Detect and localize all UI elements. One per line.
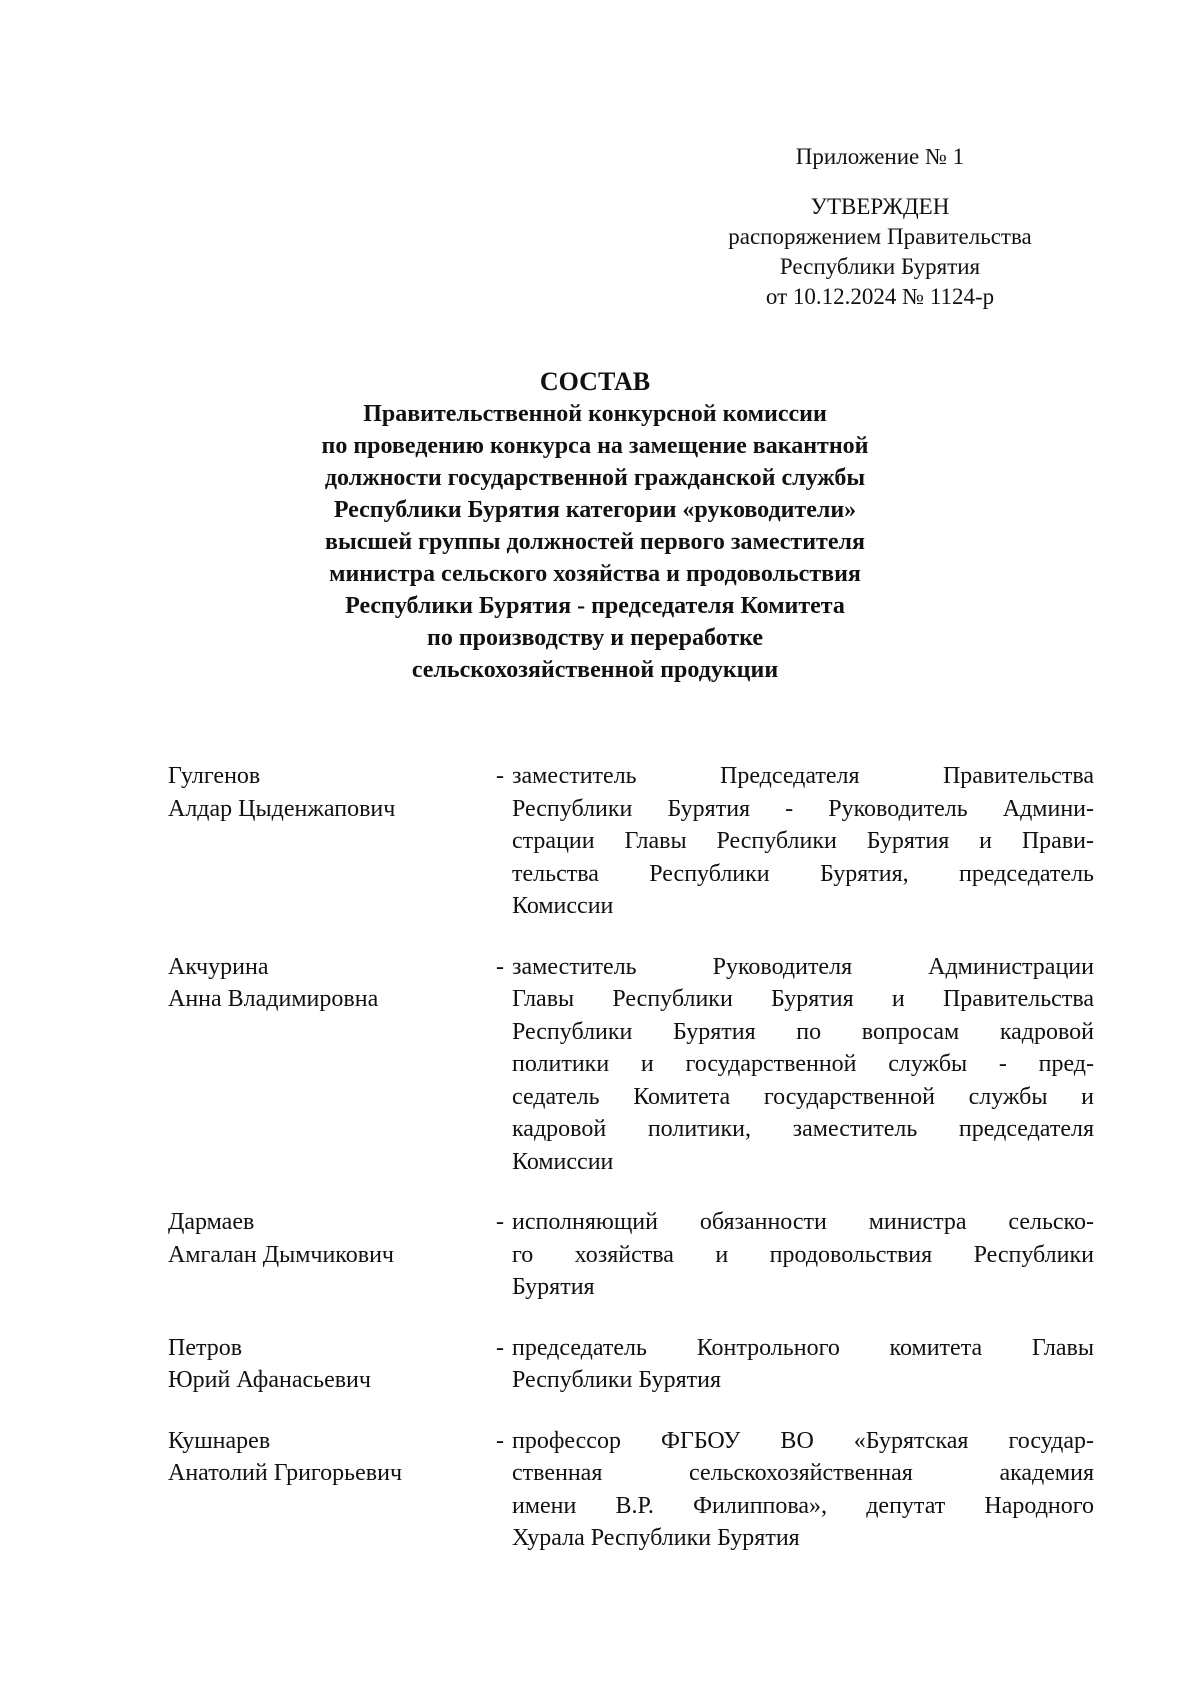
approval-date-number: от 10.12.2024 № 1124-р (765, 284, 995, 309)
title-line: Республики Бурятия категории «руководители» (333, 497, 857, 523)
document-title (160, 366, 1030, 686)
member-name (168, 1332, 488, 1397)
member-role (512, 1206, 1094, 1304)
role-line: страции Главы Республики Бурятия и Прави- (512, 828, 1094, 854)
role-line: Республики Бурятия по вопросам кадровой (512, 1018, 1094, 1045)
role-line: го хозяйства и продовольствия Республики (512, 1241, 1094, 1268)
member-role (512, 951, 1094, 1179)
role-line: имени В.Р. Филиппова», депутат Народного (512, 1492, 1094, 1519)
title-line: высшей группы должностей первого заместителя (325, 529, 865, 555)
role-line: тельства Республики Бурятия, председатель (512, 860, 1094, 887)
member-role (512, 760, 1094, 923)
member-dash: - (496, 1334, 504, 1361)
role-line: кадровой политики, заместитель председателя (512, 1116, 1094, 1142)
member-entry (168, 1206, 1094, 1304)
member-surname: Дармаев (168, 1209, 255, 1235)
role-line: заместитель Председателя Правительства (512, 763, 1094, 789)
title-line: по производству и переработке (427, 625, 763, 651)
approval-line-1: распоряжением Правительства (728, 224, 1032, 249)
title-line: Правительственной конкурсной комиссии (363, 401, 827, 427)
member-entry (168, 1425, 1094, 1555)
member-given-name: Юрий Афанасьевич (168, 1367, 371, 1393)
title-line: сельскохозяйственной продукции (411, 657, 779, 683)
member-dash: - (496, 1209, 504, 1235)
role-line: профессор ФГБОУ ВО «Бурятская государ- (512, 1427, 1094, 1454)
member-given-name: Анна Владимировна (168, 986, 379, 1012)
role-line: Главы Республики Бурятия и Правительства (512, 986, 1094, 1012)
member-entry (168, 951, 1094, 1179)
member-entry (168, 760, 1094, 923)
member-surname: Гулгенов (168, 763, 261, 789)
member-role (512, 1332, 1094, 1397)
member-dash: - (496, 953, 504, 980)
approval-line-2: Республики Бурятия (779, 254, 981, 279)
member-role (512, 1425, 1094, 1555)
role-line: исполняющий обязанности министра сельско- (512, 1209, 1094, 1235)
member-given-name: Амгалан Дымчикович (168, 1241, 394, 1268)
member-name (168, 1206, 488, 1304)
members-list (168, 760, 1094, 1555)
approved-stamp-text: УТВЕРЖДЕН (810, 194, 950, 219)
title-line: по проведению конкурса на замещение вакантной (321, 433, 869, 459)
role-line: председатель Контрольного комитета Главы (512, 1334, 1094, 1361)
role-line: политики и государственной службы - пред- (512, 1051, 1094, 1077)
member-surname: Акчурина (168, 953, 269, 980)
title-line: Республики Бурятия - председателя Комитета (345, 593, 845, 619)
member-dash: - (496, 763, 504, 789)
member-given-name: Алдар Цыденжапович (168, 795, 396, 822)
role-line: Республики Бурятия (512, 1367, 721, 1393)
member-entry (168, 1332, 1094, 1397)
title-line: должности государственной гражданской службы (324, 465, 866, 491)
member-name (168, 951, 488, 1179)
member-dash: - (496, 1427, 504, 1454)
title-line: министра сельского хозяйства и продовольствия (329, 561, 861, 587)
member-surname: Петров (168, 1334, 243, 1361)
role-line: Комиссии (512, 1148, 614, 1175)
member-name (168, 760, 488, 923)
approval-block (700, 142, 1060, 312)
member-surname: Кушнарев (168, 1427, 271, 1454)
role-line: Комиссии (512, 893, 614, 919)
role-line: Республики Бурятия - Руководитель Админи- (512, 795, 1094, 822)
role-line: Бурятия (512, 1274, 595, 1300)
member-given-name: Анатолий Григорьевич (168, 1460, 403, 1486)
role-line: ственная сельскохозяйственная академия (512, 1460, 1094, 1486)
title-heading: СОСТАВ (539, 367, 651, 396)
role-line: Хурала Республики Бурятия (512, 1525, 800, 1551)
annex-number: Приложение № 1 (795, 144, 965, 169)
member-name (168, 1425, 488, 1555)
role-line: заместитель Руководителя Администрации (512, 953, 1094, 980)
role-line: седатель Комитета государственной службы и (512, 1083, 1094, 1110)
